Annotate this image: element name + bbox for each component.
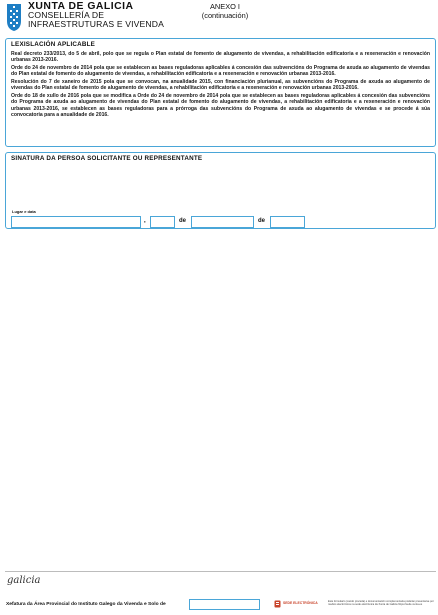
- annex-title: ANEXO I: [210, 2, 240, 11]
- signature-title: SINATURA DA PERSOA SOLICITANTE OU REPRESENTANTE: [11, 155, 203, 162]
- legislation-paragraph: Orde do 24 de novembro de 2014 pola que se establecen as bases reguladoras aplicables á concesión das subvencións do Programa de axuda ao alugamento de vivendas do Plan estatal de fomento do alugamento de vivendas, a rehabilitación edificatoria e a rexeneración e renovación urbanas 2013-2016.: [11, 65, 430, 78]
- province-field[interactable]: [189, 599, 260, 610]
- comma-separator: ,: [144, 218, 146, 224]
- annex-subtitle: (continuación): [201, 11, 249, 20]
- galicia-brand-logo: galicia: [7, 575, 41, 586]
- legislation-section: [5, 38, 436, 147]
- legislation-paragraph: Real decreto 233/2013, do 5 de abril, polo que se regula o Plan estatal de fomento de alugamento de vivendas, a rehabilitación edificatoria e a rexeneración e renovación urbanas 2013-2016.: [11, 51, 430, 64]
- footer-divider: [5, 571, 436, 572]
- sede-electronica-label: SEDE ELECTRÓNICA: [283, 601, 318, 605]
- month-field[interactable]: [191, 216, 254, 228]
- de-separator: de: [179, 218, 187, 224]
- org-name-line1: XUNTA DE GALICIA: [28, 1, 134, 12]
- day-field[interactable]: [150, 216, 175, 228]
- sede-note: Este formulario (cando proceda) e documentación complementaria poderán presentarse por medios electrónicos na sede electrónica da Xunta de Galicia https://sede.xunta.es: [328, 600, 434, 607]
- footer-address: Xefatura da Área Provincial do Instituto Galego da Vivenda e Solo de: [6, 602, 166, 607]
- legislation-paragraph: Orde do 18 de xullo de 2016 pola que se modifica a Orde do 24 de novembro de 2014 pola que se establecen as bases reguladoras aplicables á concesión das subvencións do Programa de axuda ao alugamento de vivendas do Plan estatal de fomento do alugamento de vivendas, a rehabilitación edificatoria e a rexeneración e renovación urbanas 2013-2016, se establecen as bases reguladoras para a prórroga das subvencións do Programa de axuda ao alugamento de vivendas e se procede á súa convocatoria para a anualidade de 2016.: [11, 93, 430, 118]
- year-field[interactable]: [270, 216, 305, 228]
- org-name-line3: INFRAESTRUTURAS E VIVENDA: [28, 19, 165, 30]
- legislation-title: LEXISLACIÓN APLICABLE: [11, 41, 96, 48]
- place-field[interactable]: [11, 216, 141, 228]
- legislation-text: [11, 51, 430, 120]
- sede-electronica-icon: [274, 600, 281, 608]
- annex-heading: [195, 2, 255, 20]
- organization-name: [28, 2, 164, 30]
- signature-section: [5, 152, 436, 229]
- org-name-line2: CONSELLERÍA DE: [28, 10, 105, 21]
- place-date-label: Lugar e data: [12, 209, 36, 214]
- xunta-coat-of-arms-icon: [6, 2, 22, 32]
- legislation-paragraph: Resolución do 7 de xaneiro de 2015 pola que se convocan, na anualidade 2015, con financiación plurianual, as subvencións do Programa de axuda ao alugamento de vivendas do Plan estatal de fomento de alugamento de vivendas, a rehabilitación edificatoria e a rexeneración e renovación urbanas 2013-2016.: [11, 79, 430, 92]
- de-separator: de: [258, 218, 266, 224]
